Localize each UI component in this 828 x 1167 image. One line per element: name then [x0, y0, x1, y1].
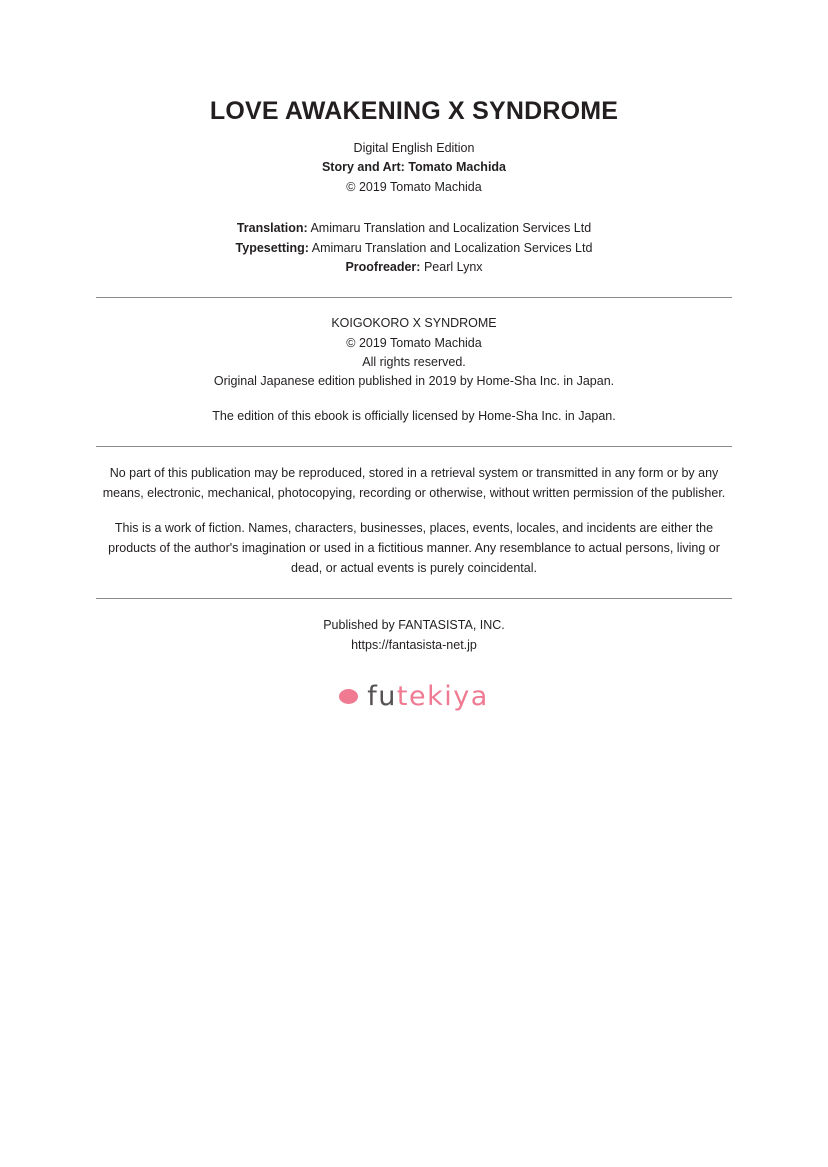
- original-edition-section: [96, 298, 732, 426]
- legal-section: [96, 447, 732, 578]
- logo-text-fu: fu: [367, 681, 397, 713]
- original-publication: Original Japanese edition published in 2019 by Home-Sha Inc. in Japan.: [213, 374, 615, 389]
- reproduction-notice: No part of this publication may be reproduced, stored in a retrieval system or transmitted in any form or by any means, electronic, mechanical, photocopying, recording or otherwise, without written permission of the publisher.: [102, 466, 726, 501]
- futekiya-logo[interactable]: [96, 681, 732, 712]
- credit-translation-value: Amimaru Translation and Localization Services Ltd: [310, 221, 592, 236]
- spacer-credits: [96, 197, 732, 219]
- copyright-line: © 2019 Tomato Machida: [346, 179, 482, 194]
- credit-typesetting: [96, 239, 732, 258]
- page-title: LOVE AWAKENING X SYNDROME: [209, 97, 619, 125]
- original-copyright: © 2019 Tomato Machida: [346, 335, 482, 350]
- publisher-section: [96, 599, 732, 655]
- credit-translation: [96, 219, 732, 238]
- license-statement: The edition of this ebook is officially licensed by Home-Sha Inc. in Japan.: [212, 408, 616, 423]
- logo-wordmark: [367, 681, 489, 712]
- all-rights-reserved: All rights reserved.: [362, 355, 466, 369]
- colophon-content: [96, 0, 732, 712]
- published-by: Published by FANTASISTA, INC.: [323, 618, 505, 633]
- logo-text-iya: iya: [444, 681, 489, 713]
- publisher-website[interactable]: https://fantasista-net.jp: [351, 638, 477, 653]
- logo-dot-icon: [339, 689, 358, 704]
- credit-translation-label: Translation:: [236, 221, 308, 236]
- fiction-disclaimer: This is a work of fiction. Names, characters, businesses, places, events, locales, and incidents are either the products of the author's imagination or used in a fictitious manner. Any resemblance to actual persons, living or dead, or actual events is purely coincidental.: [108, 521, 720, 576]
- edition-line: Digital English Edition: [353, 141, 475, 155]
- logo-text-tek: tek: [396, 681, 445, 713]
- credit-proofreader-value: Pearl Lynx: [423, 259, 483, 274]
- story-and-art-line: Story and Art: Tomato Machida: [321, 160, 507, 175]
- original-title: KOIGOKORO X SYNDROME: [331, 316, 497, 331]
- credit-proofreader-label: Proofreader:: [345, 259, 421, 274]
- credit-typesetting-value: Amimaru Translation and Localization Services Ltd: [311, 240, 593, 255]
- credit-proofreader: [96, 258, 732, 277]
- credit-typesetting-label: Typesetting:: [235, 240, 309, 255]
